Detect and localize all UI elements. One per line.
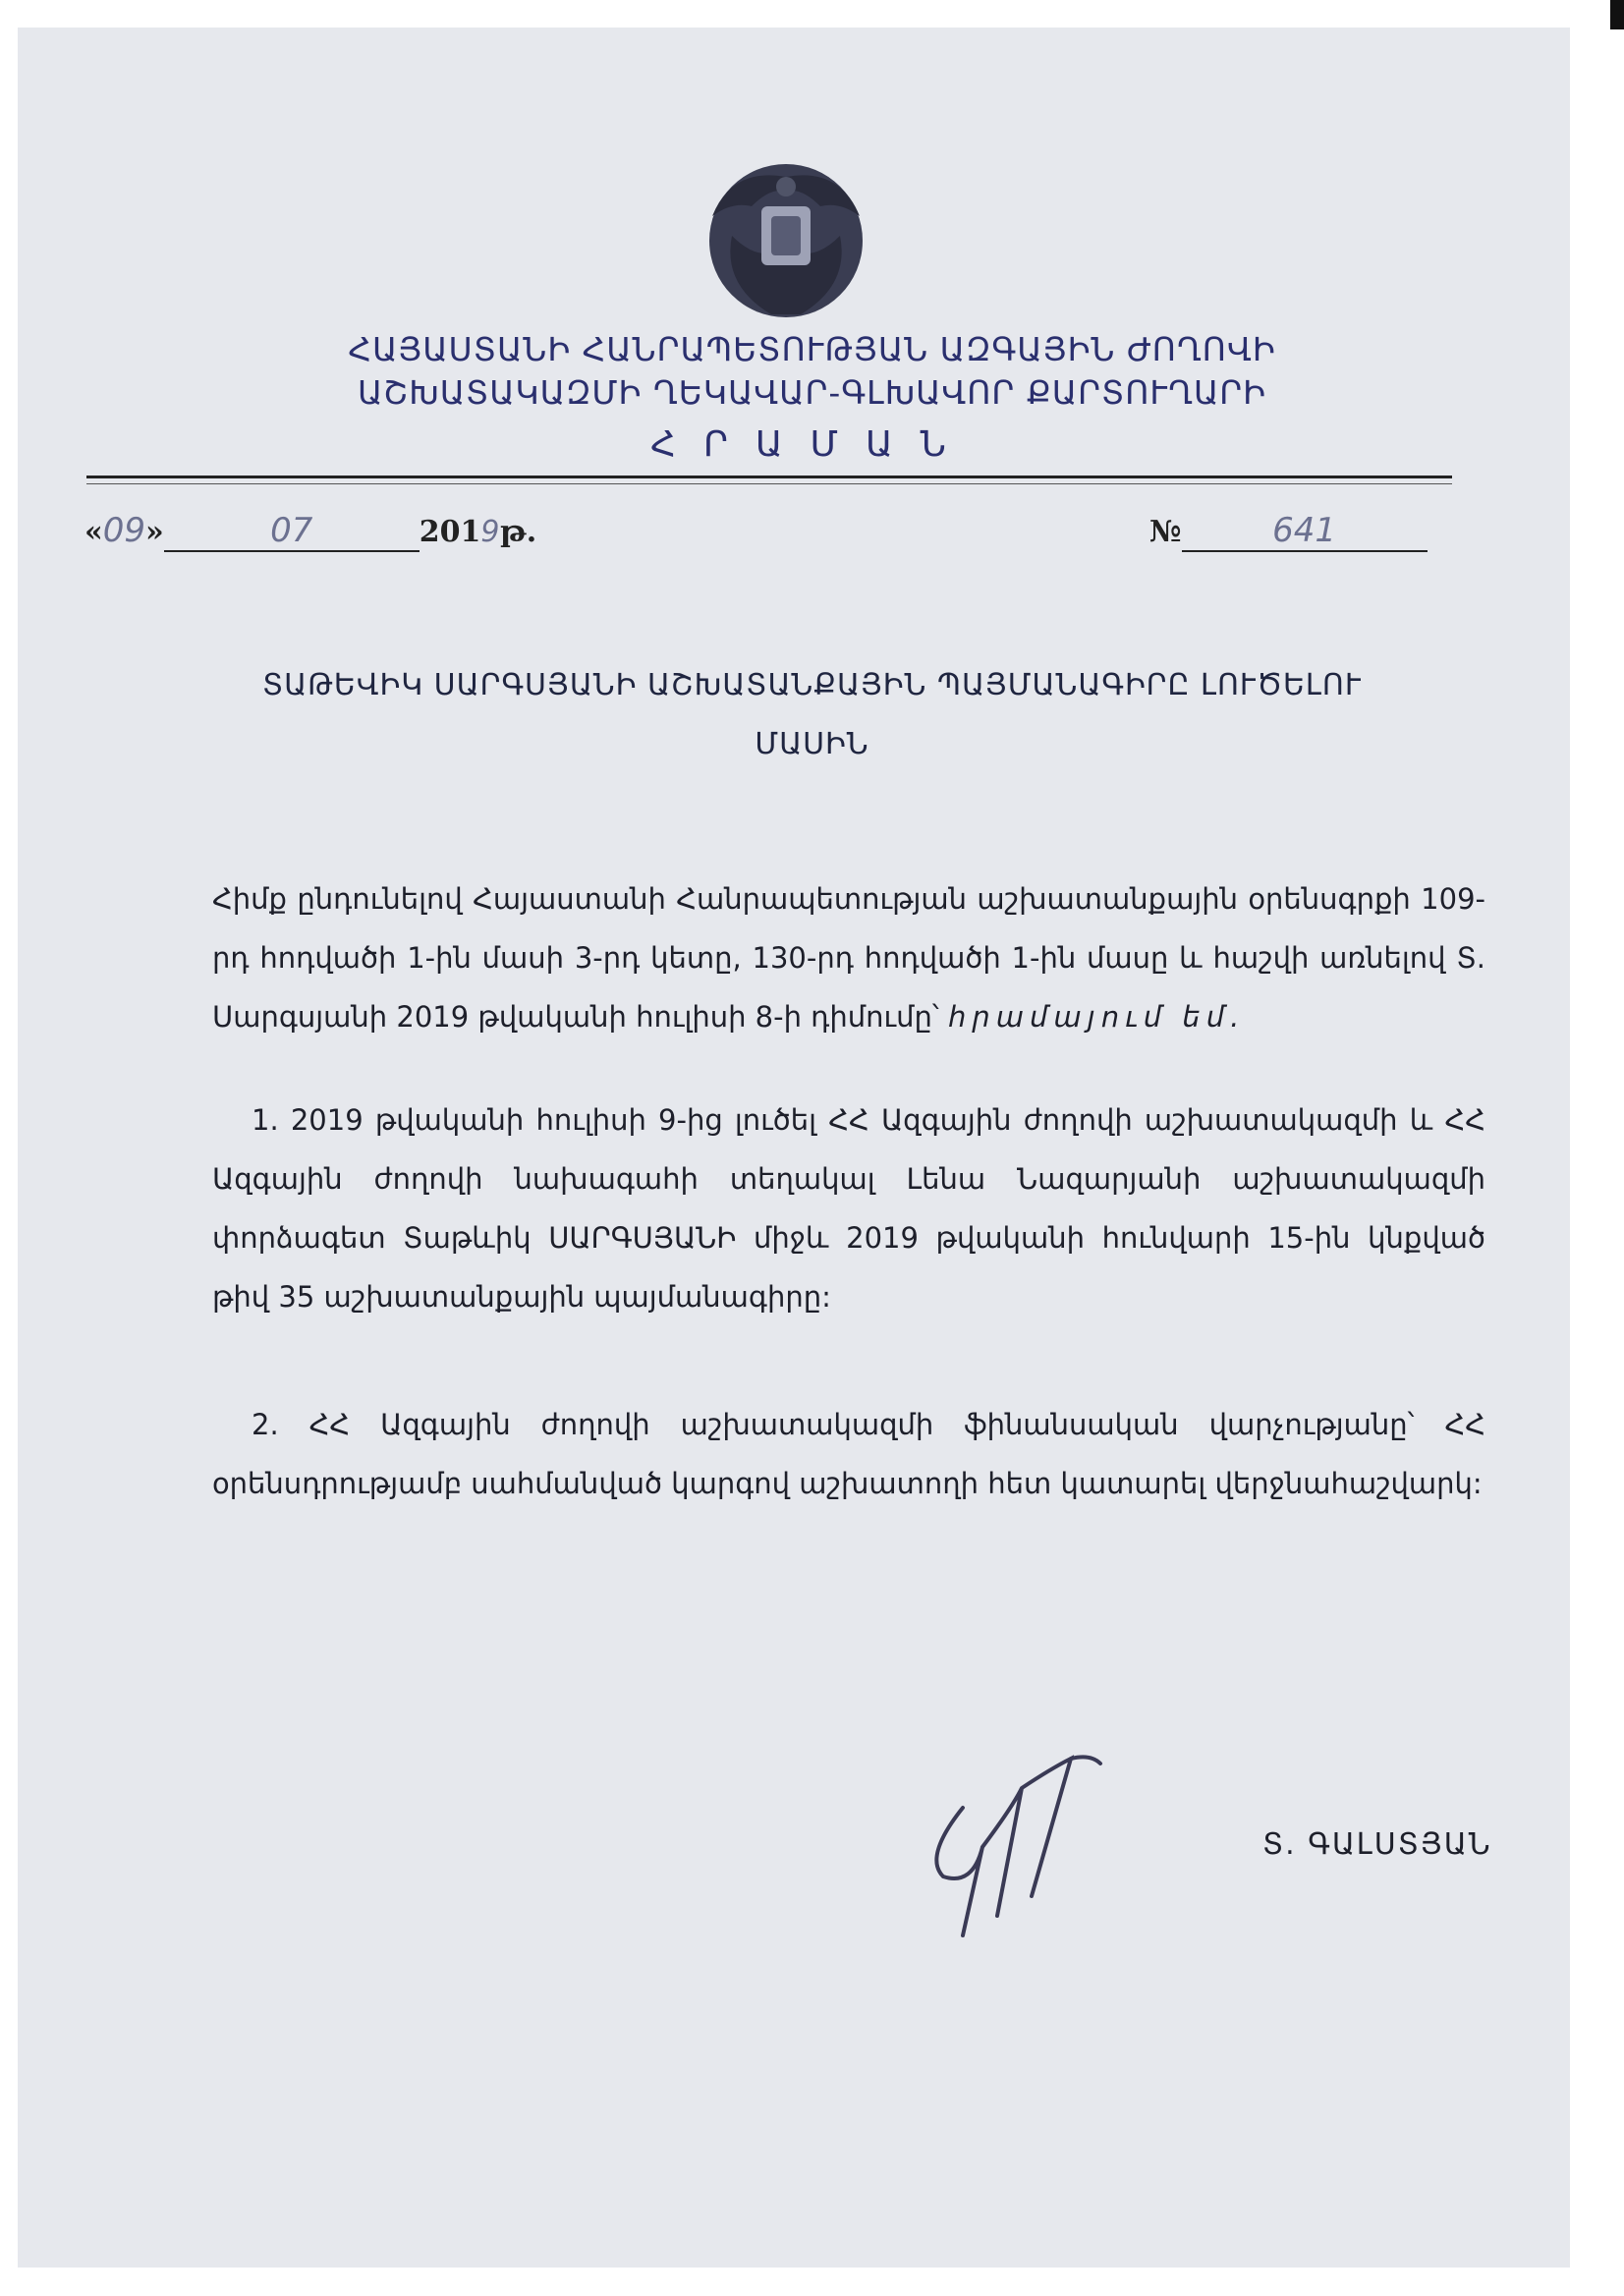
date-close-quote: »: [145, 515, 164, 549]
order-number-line: [1149, 511, 1428, 552]
scan-edge-mark: [1610, 0, 1624, 29]
intro-command: հրամայում եմ.: [948, 1000, 1246, 1034]
intro-paragraph: [212, 869, 1485, 1046]
date-day: 09: [102, 511, 146, 550]
signatory-name: Տ. ԳԱԼՍՏՅԱՆ: [1262, 1827, 1492, 1862]
order-number: 641: [1272, 511, 1337, 550]
date-line: [84, 511, 536, 552]
date-year-suffix: թ.: [499, 515, 537, 549]
order-item-2: 2. ՀՀ Ազգային ժողովի աշխատակազմի ֆինանսական վարչությանը՝ ՀՀ օրենսդրությամբ սահմանված կարգով աշխատողի հետ կատարել վերջնահաշվարկ:: [212, 1408, 1485, 1500]
document-type: ՀՐԱՄԱՆ: [650, 424, 974, 465]
intro-text: Հիմք ընդունելով Հայաստանի Հանրապետության աշխատանքային օրենսգրքի 109-րդ հոդվածի 1-ին մասի 3-րդ կետը, 130-րդ հոդվածի 1-ին մասը և հաշվի առնելով Տ. Սարգսյանի 2019 թվականի հուլիսի 8-ի դիմումը՝: [212, 882, 1485, 1034]
issuer-line-2: ԱՇԽԱՏԱԿԱԶՄԻ ՂԵԿԱՎԱՐ-ԳԼԽԱՎՈՐ ՔԱՐՏՈՒՂԱՐԻ: [358, 373, 1266, 412]
coat-of-arms-emblem: [693, 147, 879, 324]
handwritten-signature: [904, 1749, 1189, 1945]
issuer-line-1: ՀԱՅԱՍՏԱՆԻ ՀԱՆՐԱՊԵՏՈՒԹՅԱՆ ԱԶԳԱՅԻՆ ԺՈՂՈՎԻ: [348, 330, 1276, 368]
title-line-1: ՏԱԹԵՎԻԿ ՍԱՐԳՍՅԱՆԻ ԱՇԽԱՏԱՆՔԱՅԻՆ ՊԱՅՄԱՆԱԳԻՐԸ ԼՈՒԾԵԼՈՒ: [261, 668, 1363, 702]
date-year-prefix: 201: [419, 515, 481, 549]
header-divider: [86, 476, 1452, 478]
number-label: №: [1149, 515, 1182, 549]
date-month: 07: [270, 511, 313, 550]
header-divider-thin: [86, 483, 1452, 484]
date-open-quote: «: [84, 515, 103, 549]
date-month-blank: [164, 511, 420, 552]
title-line-2: ՄԱՍԻՆ: [755, 727, 869, 761]
number-blank: [1182, 511, 1428, 552]
date-year-digit: 9: [480, 515, 500, 549]
order-item-1: 1. 2019 թվականի հուլիսի 9-ից լուծել ՀՀ Ազգային ժողովի աշխատակազմի և ՀՀ Ազգային ժողովի նախագահի տեղակալ Լենա Նազարյանի աշխատակազմի փորձագետ Տաթևիկ ՍԱՐԳՍՅԱՆԻ միջև 2019 թվականի հունվարի 15-ին կնքված թիվ 35 աշխատանքային պայմանագիրը:: [212, 1103, 1485, 1314]
